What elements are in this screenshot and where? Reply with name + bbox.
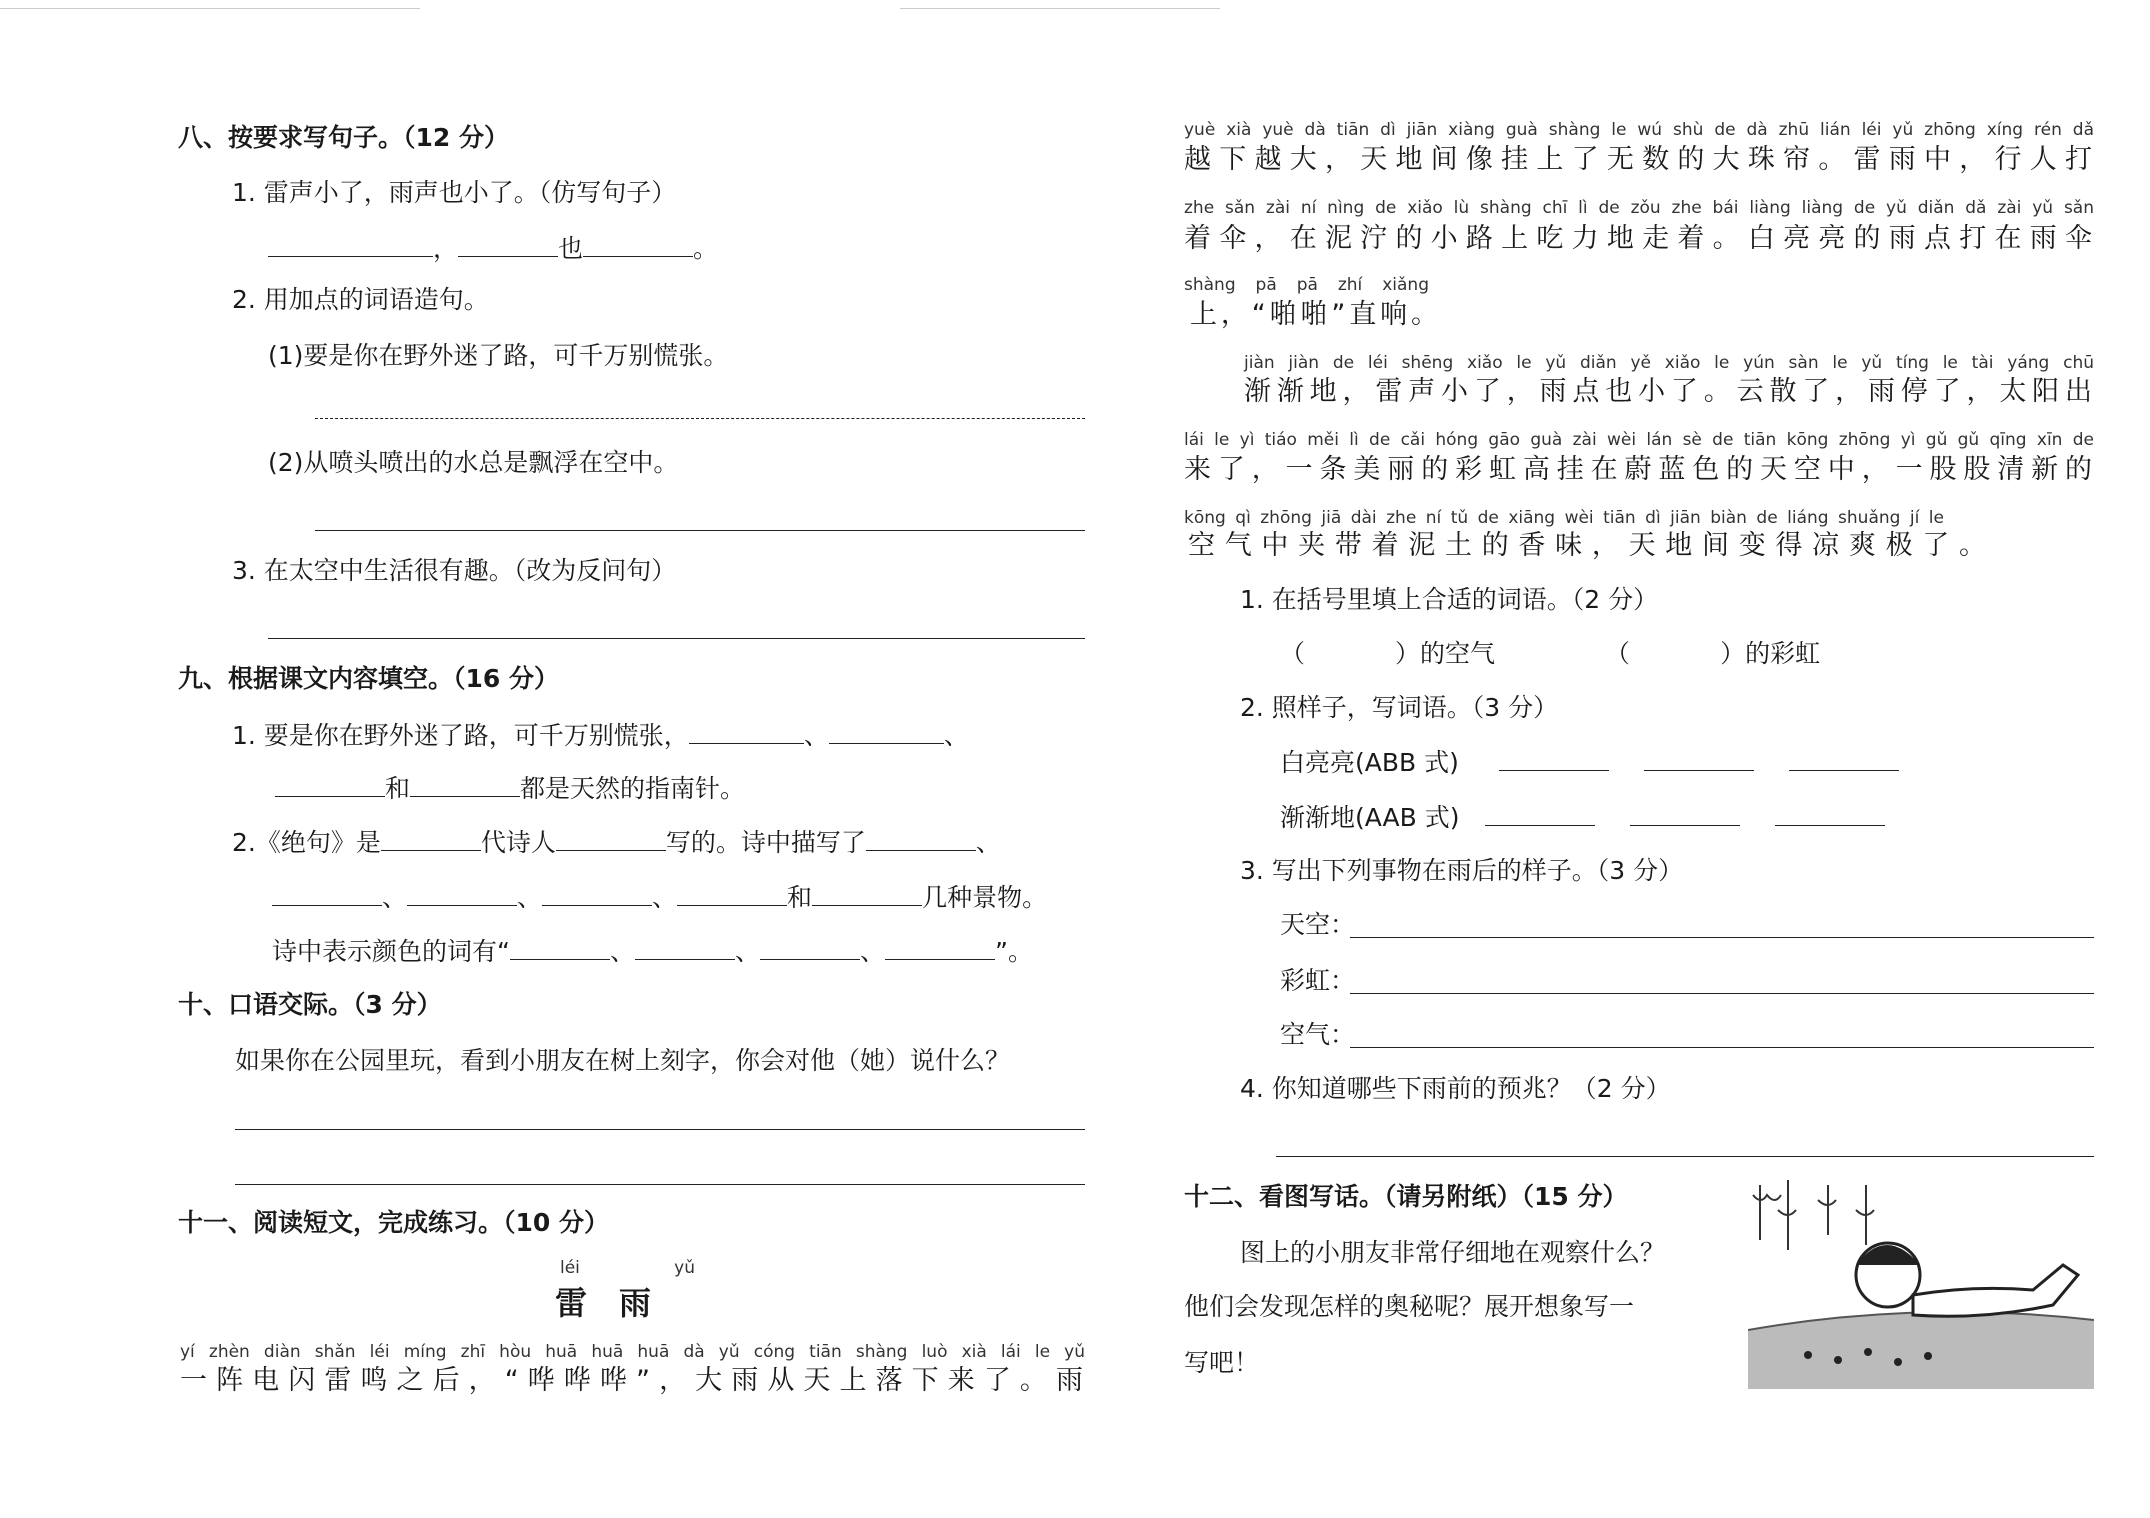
- scan-artifact: [900, 8, 1220, 9]
- scan-artifact: [0, 8, 420, 9]
- blank[interactable]: [410, 772, 520, 797]
- text: 的空气: [1420, 639, 1496, 668]
- text: 几种景物。: [922, 883, 1048, 912]
- blank[interactable]: [381, 826, 481, 851]
- sep: 、: [859, 937, 885, 966]
- story-pinyin: yuè xià yuè dà tiān dì jiān xiàng guà shàng le wú shù de dà zhū lián léi yǔ zhōng xíng rén dǎ: [1184, 120, 2094, 140]
- answer-line[interactable]: [1350, 1047, 2094, 1048]
- blank[interactable]: [510, 935, 610, 960]
- blank[interactable]: [1644, 746, 1754, 771]
- sep: 、: [734, 937, 760, 966]
- q11-3: 3. 写出下列事物在雨后的样子。（3 分）: [1240, 856, 1684, 885]
- story-text: 渐渐地，雷声小了，雨点也小了。云散了，雨停了，太阳出: [1244, 376, 2094, 407]
- blank[interactable]: [458, 232, 558, 257]
- blank[interactable]: [1630, 801, 1740, 826]
- paren: ）: [1720, 639, 1746, 668]
- q11-1-answers: [1280, 638, 1820, 670]
- sep: 、: [803, 721, 829, 750]
- word-he: 和: [385, 774, 411, 803]
- sep: 、: [517, 883, 543, 912]
- child-observing-ants-illustration: [1748, 1180, 2094, 1389]
- word-he: 和: [787, 883, 813, 912]
- hanging-leaves: [1760, 1180, 1866, 1250]
- story-text: 来了，一条美丽的彩虹高挂在蔚蓝色的天空中，一股股清新的: [1184, 454, 2094, 485]
- story-text: 上，“啪啪”直响。: [1190, 299, 1440, 330]
- story-title: 雷 雨: [555, 1284, 652, 1322]
- section-11-title: 十一、阅读短文，完成练习。（10 分）: [178, 1208, 609, 1237]
- section-8-title: 八、按要求写句子。（12 分）: [178, 123, 509, 152]
- text: 的彩虹: [1745, 639, 1821, 668]
- answer-line[interactable]: [1350, 993, 2094, 994]
- section-9-title: 九、根据课文内容填空。（16 分）: [178, 664, 559, 693]
- period: 。: [693, 234, 719, 263]
- blank[interactable]: [583, 232, 693, 257]
- blank[interactable]: [1775, 801, 1885, 826]
- answer-line[interactable]: [315, 530, 1085, 531]
- story-pinyin: shàng pā pā zhí xiǎng: [1184, 275, 1429, 295]
- text: 诗中表示颜色的词有“: [272, 937, 510, 966]
- text: 2.《绝句》是: [232, 828, 381, 857]
- q11-2: 2. 照样子，写词语。（3 分）: [1240, 693, 1559, 722]
- q9-1-end: 都是天然的指南针。: [520, 774, 746, 803]
- section-12-title: 十二、看图写话。（请另附纸）（15 分）: [1184, 1182, 1628, 1211]
- answer-line[interactable]: [235, 1184, 1085, 1185]
- blank[interactable]: [1499, 746, 1609, 771]
- q8-2-1: (1)要是你在野外迷了路，可千万别慌张。: [268, 341, 729, 370]
- story-pinyin: zhe sǎn zài ní nìng de xiǎo lù shàng chī lì de zǒu zhe bái liàng liàng de yǔ diǎn dǎ zài yǔ sǎn: [1184, 198, 2094, 218]
- q11-4: 4. 你知道哪些下雨前的预兆？（2 分）: [1240, 1074, 1671, 1103]
- blank[interactable]: [407, 881, 517, 906]
- answer-line[interactable]: [268, 638, 1085, 639]
- q9-2-line3: [272, 935, 1033, 968]
- q11-1: 1. 在括号里填上合适的词语。（2 分）: [1240, 585, 1659, 614]
- sep: 、: [943, 721, 969, 750]
- blank[interactable]: [542, 881, 652, 906]
- blank[interactable]: [1789, 746, 1899, 771]
- blank[interactable]: [635, 935, 735, 960]
- story-pinyin: kōng qì zhōng jiā dài zhe ní tǔ de xiāng wèi tiān dì jiān biàn de liáng shuǎng jí le: [1184, 508, 1944, 528]
- q11-3-sky: 天空：: [1280, 910, 1356, 939]
- paren: （: [1605, 639, 1631, 668]
- blank[interactable]: [885, 935, 995, 960]
- blank[interactable]: [275, 772, 385, 797]
- blank[interactable]: [272, 881, 382, 906]
- q11-3-rainbow: 彩虹：: [1280, 966, 1356, 995]
- comma: ，: [433, 234, 459, 263]
- blank[interactable]: [866, 826, 976, 851]
- q10: 如果你在公园里玩，看到小朋友在树上刻字，你会对他（她）说什么？: [235, 1046, 1011, 1075]
- s12-line2: 他们会发现怎样的奥秘呢？展开想象写一: [1184, 1292, 1635, 1321]
- blank[interactable]: [812, 881, 922, 906]
- blank[interactable]: [689, 719, 804, 744]
- sep: 、: [382, 883, 408, 912]
- story-text: 一阵电闪雷鸣之后，“哗哗哗”，大雨从天上落下来了。雨: [180, 1365, 1085, 1396]
- sep: 、: [609, 937, 635, 966]
- paren: （: [1280, 639, 1306, 668]
- paren: ）: [1395, 639, 1421, 668]
- child-body: [1913, 1265, 2078, 1316]
- q8-1-blanks: [268, 232, 718, 265]
- story-title-pinyin: léi yǔ: [560, 1258, 695, 1278]
- story-pinyin: lái le yì tiáo měi lì de cǎi hóng gāo guà zài wèi lán sè de tiān kōng zhōng yì gǔ gǔ qīng xīn de: [1184, 430, 2094, 450]
- text: 渐渐地(AAB 式): [1280, 803, 1460, 832]
- blank[interactable]: [556, 826, 666, 851]
- q9-1-text: 1. 要是你在野外迷了路，可千万别慌张，: [232, 721, 689, 750]
- story-text: 着伞，在泥泞的小路上吃力地走着。白亮亮的雨点打在雨伞: [1184, 223, 2094, 254]
- story-pinyin: yí zhèn diàn shǎn léi míng zhī hòu huā huā huā dà yǔ cóng tiān shàng luò xià lái le yǔ: [180, 1342, 1085, 1362]
- q9-1-line1: [232, 719, 969, 752]
- blank[interactable]: [760, 935, 860, 960]
- story-pinyin: jiàn jiàn de léi shēng xiǎo le yǔ diǎn yě xiǎo le yún sàn le yǔ tíng le tài yáng chū: [1244, 353, 2094, 373]
- q8-1: 1. 雷声小了，雨声也小了。（仿写句子）: [232, 178, 677, 207]
- blank[interactable]: [677, 881, 787, 906]
- text: ”。: [995, 937, 1033, 966]
- q8-2: 2. 用加点的词语造句。: [232, 285, 489, 314]
- q9-2-line2: [272, 881, 1047, 914]
- grass: [1748, 1312, 2094, 1389]
- blank[interactable]: [268, 232, 433, 257]
- answer-line[interactable]: [1350, 937, 2094, 938]
- story-text: 越下越大，天地间像挂上了无数的大珠帘。雷雨中，行人打: [1184, 144, 2094, 175]
- answer-line[interactable]: [235, 1129, 1085, 1130]
- text: 写的。诗中描写了: [665, 828, 866, 857]
- text: 代诗人: [480, 828, 556, 857]
- answer-line[interactable]: [315, 418, 1085, 419]
- text: 白亮亮(ABB 式): [1280, 748, 1459, 777]
- q11-2-abb: [1280, 746, 1899, 779]
- sep: 、: [652, 883, 678, 912]
- section-10-title: 十、口语交际。（3 分）: [178, 990, 442, 1019]
- word-ye: 也: [558, 234, 584, 263]
- s12-line1: 图上的小朋友非常仔细地在观察什么？: [1240, 1238, 1666, 1267]
- s12-line3: 写吧！: [1184, 1348, 1260, 1377]
- answer-line[interactable]: [1276, 1156, 2094, 1157]
- q11-3-air: 空气：: [1280, 1020, 1356, 1049]
- q8-2-2: (2)从喷头喷出的水总是飘浮在空中。: [268, 448, 679, 477]
- q9-1-line2: [275, 772, 745, 805]
- blank[interactable]: [1485, 801, 1595, 826]
- story-text: 空气中夹带着泥土的香味，天地间变得凉爽极了。: [1188, 530, 1988, 561]
- q8-3: 3. 在太空中生活很有趣。（改为反问句）: [232, 556, 677, 585]
- blank[interactable]: [829, 719, 944, 744]
- q11-2-aab: [1280, 801, 1885, 834]
- q9-2-line1: [232, 826, 1001, 859]
- sep: 、: [975, 828, 1001, 857]
